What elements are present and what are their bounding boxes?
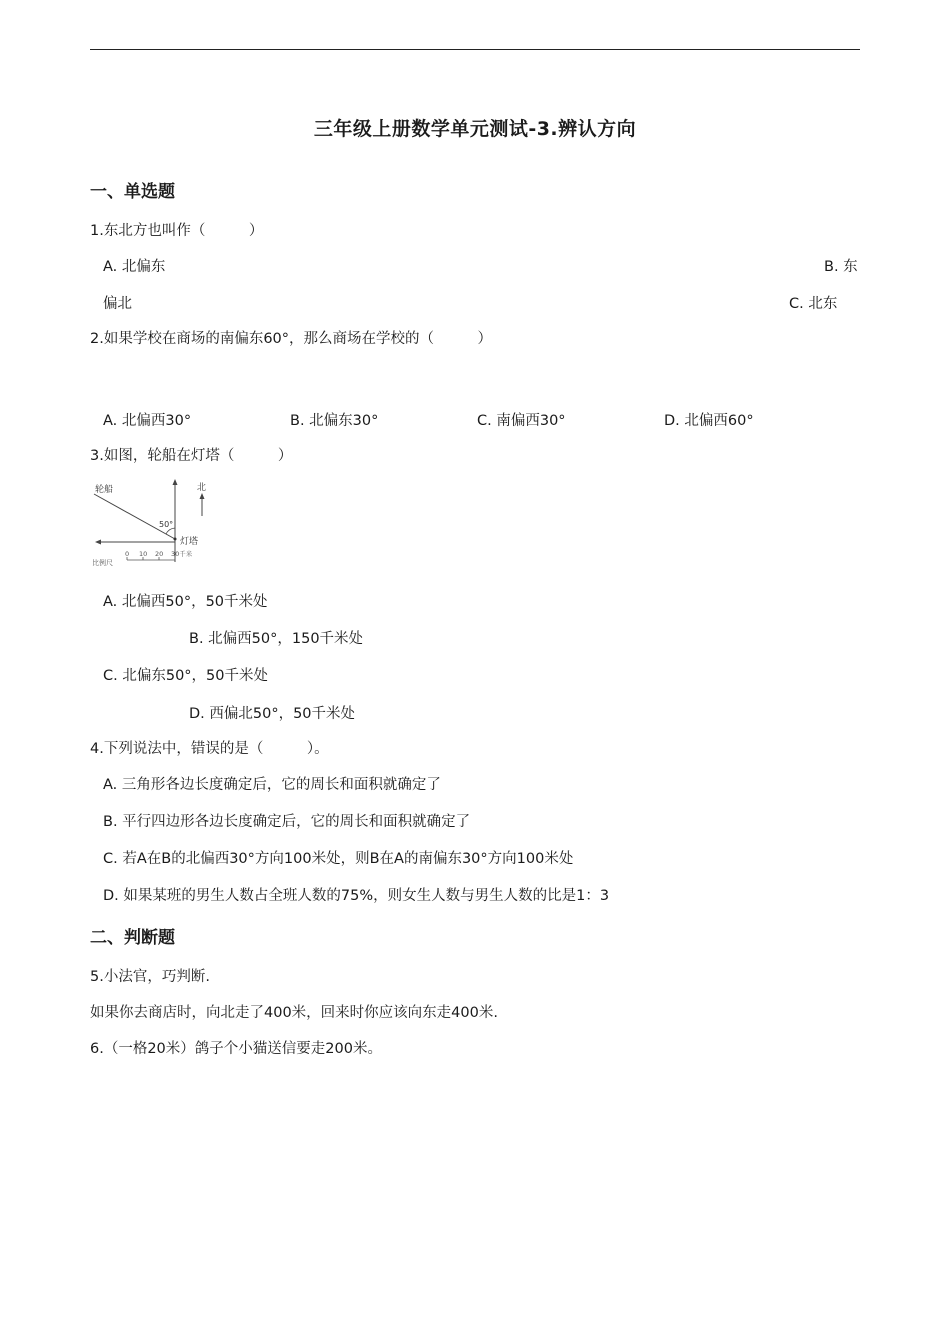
question-5-body: 如果你去商店时，向北走了400米，回来时你应该向东走400米. <box>90 1005 498 1021</box>
question-4-option-b: B. 平行四边形各边长度确定后，它的周长和面积就确定了 <box>103 814 471 830</box>
section-heading-judgement: 二、判断题 <box>90 928 175 948</box>
question-4-option-d: D. 如果某班的男生人数占全班人数的75%，则女生人数与男生人数的比是1：3 <box>103 888 610 904</box>
question-3-stem: 3.如图，轮船在灯塔（ ） <box>90 448 293 464</box>
west-arrow-head <box>95 540 101 545</box>
angle-label: 50° <box>159 520 174 529</box>
header-rule <box>90 49 860 50</box>
question-1-option-b-continued: 偏北 <box>103 296 132 312</box>
question-1-option-b: B. 东 <box>824 259 858 275</box>
north-indicator-head <box>200 493 205 499</box>
scale-label: 比例尺 <box>92 559 113 567</box>
question-1-option-c: C. 北东 <box>789 296 838 312</box>
question-3-figure <box>91 478 213 568</box>
page-title: 三年级上册数学单元测试-3.辨认方向 <box>313 118 637 140</box>
scale-tick-0: 0 <box>125 550 130 558</box>
ship-label: 轮船 <box>95 485 114 495</box>
question-3-option-c: C. 北偏东50°，50千米处 <box>103 668 268 684</box>
question-3-option-b: B. 北偏西50°，150千米处 <box>189 631 364 647</box>
question-2-option-c: C. 南偏西30° <box>477 413 566 429</box>
question-4-option-a: A. 三角形各边长度确定后，它的周长和面积就确定了 <box>103 777 441 793</box>
north-arrow-head <box>173 479 178 485</box>
scale-tick-20: 20 <box>155 550 164 558</box>
question-6-stem: 6.（一格20米）鸽子个小猫送信要走200米。 <box>90 1041 382 1057</box>
question-2-option-a: A. 北偏西30° <box>103 413 192 429</box>
question-2-stem: 2.如果学校在商场的南偏东60°，那么商场在学校的（ ） <box>90 331 493 347</box>
lighthouse-point <box>174 538 177 541</box>
question-1-option-a: A. 北偏东 <box>103 259 166 275</box>
ship-direction-line <box>94 494 175 539</box>
section-heading-single-choice: 一、单选题 <box>90 182 175 202</box>
scale-tick-30: 30千米 <box>171 550 193 558</box>
question-4-option-c: C. 若A在B的北偏西30°方向100米处，则B在A的南偏东30°方向100米处 <box>103 851 574 867</box>
north-label: 北 <box>197 483 207 493</box>
scale-tick-10: 10 <box>139 550 148 558</box>
question-2-option-b: B. 北偏东30° <box>290 413 379 429</box>
question-3-option-a: A. 北偏西50°，50千米处 <box>103 594 268 610</box>
question-2-option-d: D. 北偏西60° <box>664 413 754 429</box>
question-1-stem: 1.东北方也叫作（ ） <box>90 223 264 239</box>
lighthouse-label: 灯塔 <box>180 537 199 547</box>
question-5-stem: 5.小法官，巧判断. <box>90 969 210 985</box>
question-4-stem: 4.下列说法中，错误的是（ ）。 <box>90 741 329 757</box>
question-3-option-d: D. 西偏北50°，50千米处 <box>189 706 356 722</box>
